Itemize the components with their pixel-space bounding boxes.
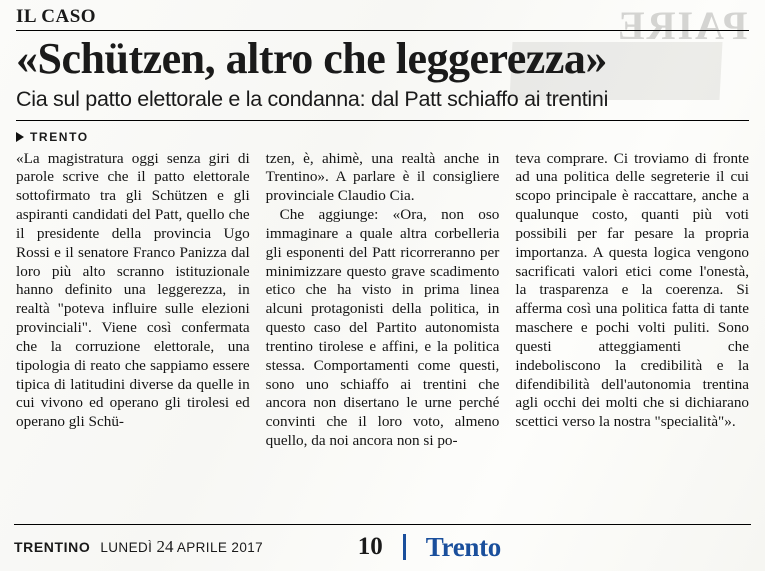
article-column-3	[515, 150, 749, 452]
footer-date	[100, 537, 263, 557]
footer-rule	[14, 524, 751, 525]
paragraph: tzen, è, ahimè, una realtà anche in Trentino». A parlare è il consigliere provinciale Claudio Cia.	[265, 149, 500, 205]
triangle-bullet-icon	[16, 132, 24, 142]
footer-month-year: APRILE 2017	[176, 540, 264, 555]
footer-day: 24	[156, 537, 174, 556]
dateline	[16, 130, 751, 144]
article-column-1	[16, 150, 250, 452]
page-number: 10	[357, 533, 383, 560]
footer-brand: TRENTINO	[14, 539, 91, 555]
subhead-rule	[16, 120, 749, 121]
section-name: Trento	[425, 531, 501, 562]
paragraph: «La magistratura oggi senza giri di parole scrive che il patto elettorale sottofirmato tra gli Schützen e gli aspiranti candidati del Patt, quello che il presidente della provincia Ugo Rossi e il senatore Franco Panizza dal loro più alto scranno istituzionale hanno definito una leggerezza, in realtà "poteva influire sulle elezioni provinciali". Viene così confermata che la corruzione elettorale, una tipologia di reato che sappiamo essere tipica di latitudini diverse da quelle in cui vivono ed operano gli tirolesi ed operano gli Schü-	[16, 149, 250, 431]
page-title: «Schützen, altro che leggerezza»	[16, 34, 607, 83]
article-body	[16, 150, 749, 452]
article-kicker: IL CASO	[16, 6, 97, 27]
page-footer	[14, 529, 751, 565]
reverse-bleed-text: PAIRE	[615, 3, 747, 48]
article-column-2	[266, 150, 500, 452]
dateline-label: TRENTO	[30, 129, 89, 144]
footer-weekday: LUNEDÌ	[100, 540, 153, 555]
section-accent-bar	[403, 534, 406, 560]
paragraph: Che aggiunge: «Ora, non oso immaginare a quale altra corbelleria gli esponenti del Patt ricorreranno per minimizzare questo grave scadimento etico che ha visto in prima linea alcuni protagonisti della politica, in questo caso del Partito autonomista trentino tirolese e affini, e la politica stessa. Comportamenti come questi, sono uno schiaffo ai trentini che ancora non disertano le urne perché convinti che il loro voto, almeno quello, da noi ancora non si po-	[265, 206, 500, 450]
paragraph: teva comprare. Ci troviamo di fronte ad una politica delle segreterie il cui scopo principale è raccattare, anche a qualunque costo, quanti più voti possibili per far pesare la propria importanza. A questa logica vengono sacrificati valori etici come l'onestà, la trasparenza e la coerenza. Si afferma così una politica fatta di tante maschere e pochi volti puliti. Sono questi atteggiamenti che indeboliscono la credibilità e la difendibilità dell'autonomia trentina agli occhi dei molti che si dichiarano scettici verso la nostra "specialità"».	[515, 149, 750, 431]
article-subhead: Cia sul patto elettorale e la condanna: dal Patt schiaffo ai trentini	[16, 86, 609, 111]
kicker-rule	[16, 30, 749, 31]
